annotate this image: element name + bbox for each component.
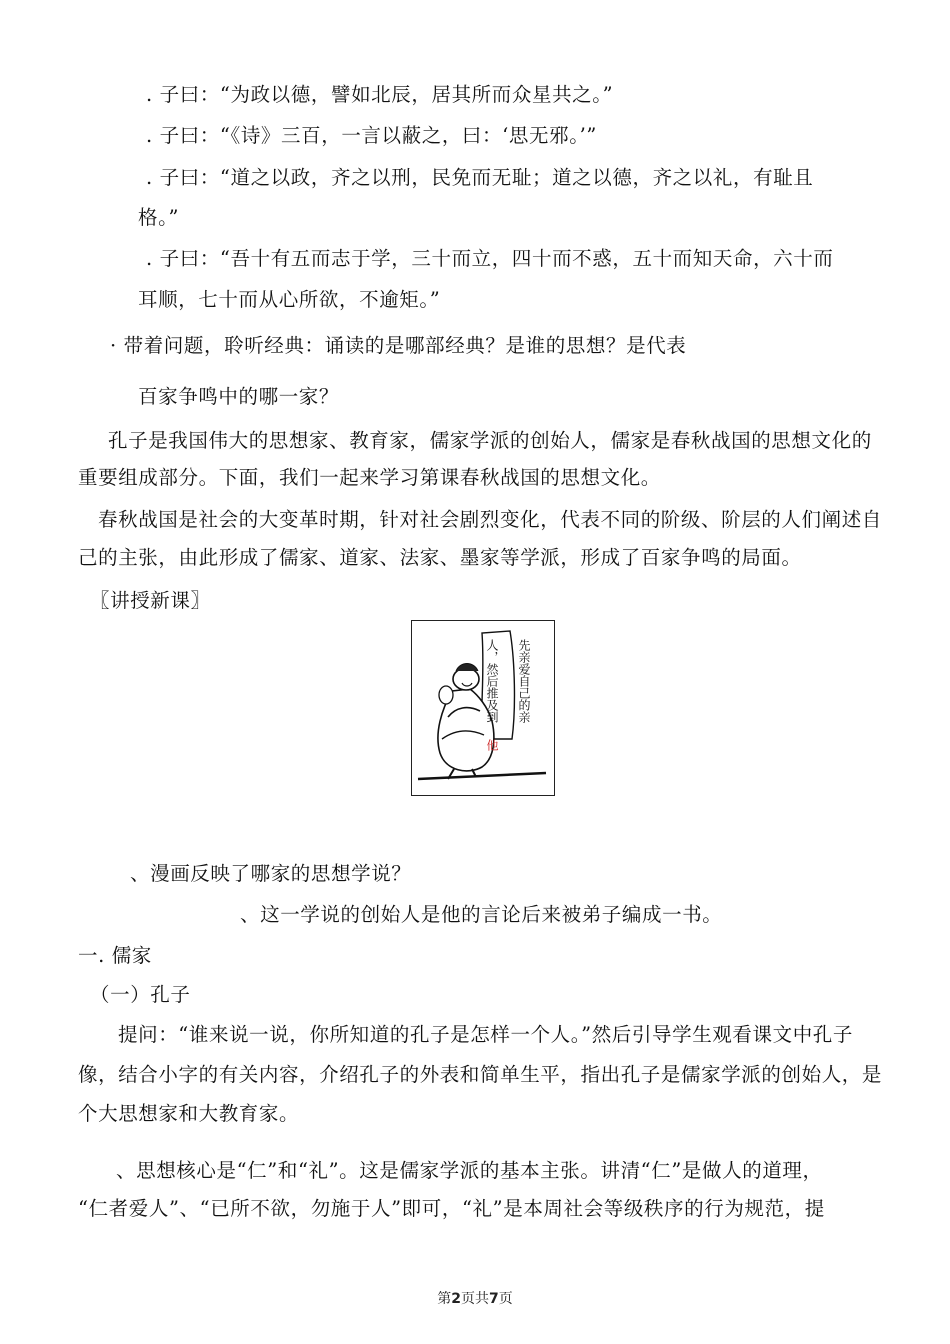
quote-2: . 子曰：“《诗》三百，一言以蔽之，曰：‘思无邪。’” — [146, 124, 597, 147]
small-figure — [439, 686, 453, 704]
footer-middle: 页共 — [461, 1291, 489, 1307]
cartoon-text-accent: 他 — [485, 739, 499, 751]
comic-question-1: 、漫画反映了哪家的思想学说？ — [130, 862, 412, 885]
intro-paragraph-1-line-1: 孔子是我国伟大的思想家、教育家，儒家学派的创始人，儒家是春秋战国的思想文化的 — [108, 429, 872, 452]
ground-line — [418, 773, 546, 779]
intro-paragraph-1-line-2: 重要组成部分。下面，我们一起来学习第课春秋战国的思想文化。 — [78, 466, 661, 489]
cartoon-image — [411, 620, 555, 796]
page-footer — [0, 1290, 950, 1308]
quote-4-line-1: . 子曰：“吾十有五而志于学，三十而立，四十而不惑，五十而知天命，六十而 — [146, 247, 834, 270]
footer-prefix: 第 — [437, 1291, 452, 1307]
footer-total-pages: 7 — [489, 1291, 499, 1307]
cartoon-text-right: 先亲爱自己的亲 — [517, 639, 531, 723]
quote-1: . 子曰：“为政以德，譬如北辰，居其所而众星共之。” — [146, 83, 614, 106]
paragraph-1-line-3: 个大思想家和大教育家。 — [78, 1102, 300, 1125]
figure-head — [453, 668, 479, 690]
quote-3-line-1: . 子曰：“道之以政，齐之以刑，民免而无耻；道之以德，齐之以礼，有耻且 — [146, 166, 814, 189]
figure-hat — [456, 664, 478, 672]
cartoon-text-left: 人，然后推及到 — [485, 639, 499, 723]
quote-3-line-2: 格。” — [138, 206, 180, 229]
subsection-title: （一）孔子 — [90, 983, 191, 1006]
section-title: 一. 儒家 — [78, 944, 152, 967]
question-line-2: 百家争鸣中的哪一家？ — [138, 385, 340, 408]
paragraph-1-line-1: 提问：“谁来说一说，你所知道的孔子是怎样一个人。”然后引导学生观看课文中孔子 — [118, 1023, 853, 1046]
intro-paragraph-2-line-1: 春秋战国是社会的大变革时期，针对社会剧烈变化，代表不同的阶级、阶层的人们阐述自 — [98, 508, 882, 531]
question-line-1: · 带着问题，聆听经典：诵读的是哪部经典？是谁的思想？是代表 — [110, 334, 687, 357]
intro-paragraph-2-line-2: 己的主张，由此形成了儒家、道家、法家、墨家等学派，形成了百家争鸣的局面。 — [78, 546, 802, 569]
paragraph-2-line-2: “仁者爱人”、“已所不欲，勿施于人”即可，“礼”是本周社会等级秩序的行为规范，提 — [78, 1197, 825, 1220]
comic-question-2: 、这一学说的创始人是他的言论后来被弟子编成一书。 — [240, 903, 723, 926]
footer-suffix: 页 — [498, 1291, 513, 1307]
cartoon-drawing — [412, 621, 553, 794]
footer-page-number: 2 — [451, 1291, 461, 1307]
paragraph-2-line-1: 、思想核心是“仁”和“礼”。这是儒家学派的基本主张。讲清“仁”是做人的道理， — [116, 1159, 823, 1182]
paragraph-1-line-2: 像，结合小字的有关内容，介绍孔子的外表和简单生平，指出孔子是儒家学派的创始人，是 — [78, 1063, 883, 1086]
section-header: 〖讲授新课〗 — [90, 589, 211, 612]
quote-4-line-2: 耳顺，七十而从心所欲，不逾矩。” — [138, 288, 441, 311]
